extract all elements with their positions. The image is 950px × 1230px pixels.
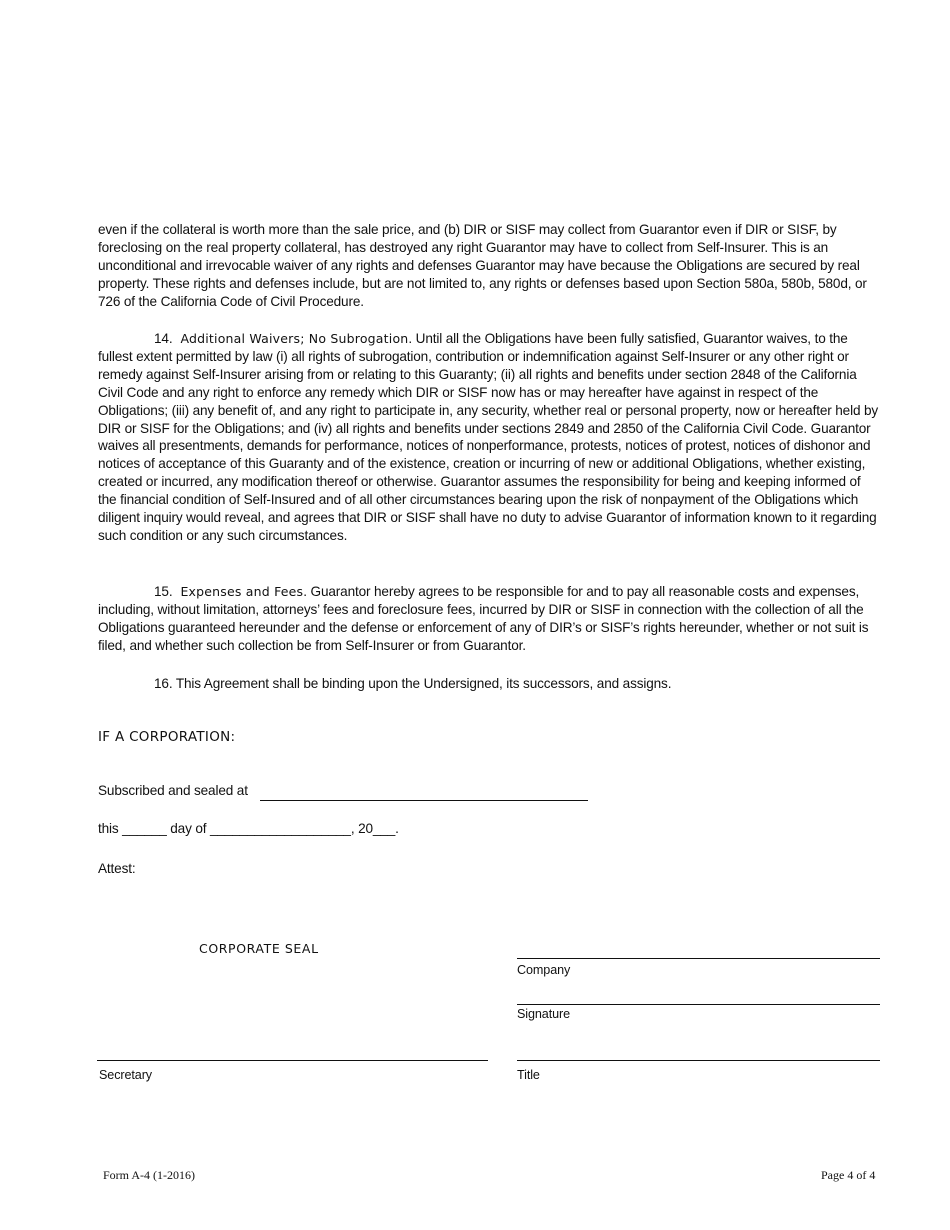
secretary-signature-line[interactable] [97,1060,488,1061]
subscribed-location-line[interactable] [260,800,588,801]
signature-line[interactable] [517,1004,880,1005]
paragraph-section-15 [98,583,881,655]
form-id: Form A-4 (1-2016) [103,1168,195,1182]
section-14-text: . Until all the Obligations have been fully satisfied, Guarantor waives, to the fullest extent permitted by law (i) all rights of subrogation, contribution or indemnification against Self-Insurer or any other right or remedy against Self-Insurer arising from or relating to this Guaranty; (ii) all rights and benefits under section 2848 of the California Civil Code and any right to enforce any remedy which DIR or SISF now has or may hereafter have against in respect of the Obligations; (iii) any benefit of, and any right to participate in, any security, whether real or personal property, now or hereafter held by DIR or SISF for the Obligations; and (iv) all rights and benefits under sections 2849 and 2850 of the California Civil Code. Guarantor waives all presentments, demands for performance, notices of nonperformance, protests, notices of protest, notices of dishonor and notices of acceptance of this Guaranty and of the existence, creation or incurring of new or additional Obligations, whether existing, created or incurred, any modification thereof or otherwise. Guarantor assumes the responsibility for being and keeping informed of the financial condition of Self-Insured and of all other circumstances bearing upon the risk of nonpayment of the Obligations which diligent inquiry would reveal, and agrees that DIR or SISF shall have no duty to advise Guarantor of information known to it regarding such condition or any such circumstances. [98,331,879,543]
title-label: Title [517,1068,540,1082]
paragraph-section-14 [98,330,881,545]
date-line: this ______ day of ___________________, 20___. [98,821,399,836]
section-14-caption: Additional Waivers; No Subrogation [180,331,409,346]
subscribed-label: Subscribed and sealed at [98,783,248,798]
section-14-number: 14. [154,331,173,346]
corporate-seal-label: CORPORATE SEAL [199,941,319,956]
section-15-text: . Guarantor hereby agrees to be responsible for and to pay all reasonable costs and expenses, including, without limitation, attorneys’ fees and foreclosure fees, incurred by DIR or SISF in connection with the collection of all the Obligations guaranteed hereunder and the defense or enforcement of any of DIR’s or SISF’s rights hereunder, whether or not suit is filed, and whether such collection be from Self-Insurer or from Guarantor. [98,584,869,653]
paragraph-collateral-waiver: even if the collateral is worth more than the sale price, and (b) DIR or SISF may collect from Guarantor even if DIR or SISF, by foreclosing on the real property collateral, has destroyed any right Guarantor may have to collect from Self-Insurer. This is an unconditional and irrevocable waiver of any rights and defenses Guarantor may have because the Obligations are secured by real property. These rights and defenses include, but are not limited to, any rights or defenses based upon Section 580a, 580b, 580d, or 726 of the California Code of Civil Procedure. [98,222,867,309]
title-line[interactable] [517,1060,880,1061]
company-label: Company [517,963,571,977]
attest-label: Attest: [98,861,136,876]
signature-label: Signature [517,1007,571,1021]
page-number: Page 4 of 4 [821,1168,876,1182]
company-signature-line[interactable] [517,958,880,959]
paragraph-section-16: 16. This Agreement shall be binding upon the Undersigned, its successors, and assigns. [154,676,672,691]
corporation-heading: IF A CORPORATION: [98,729,236,745]
section-15-caption: Expenses and Fees [180,584,304,599]
secretary-label: Secretary [99,1068,152,1082]
section-15-number: 15. [154,584,173,599]
